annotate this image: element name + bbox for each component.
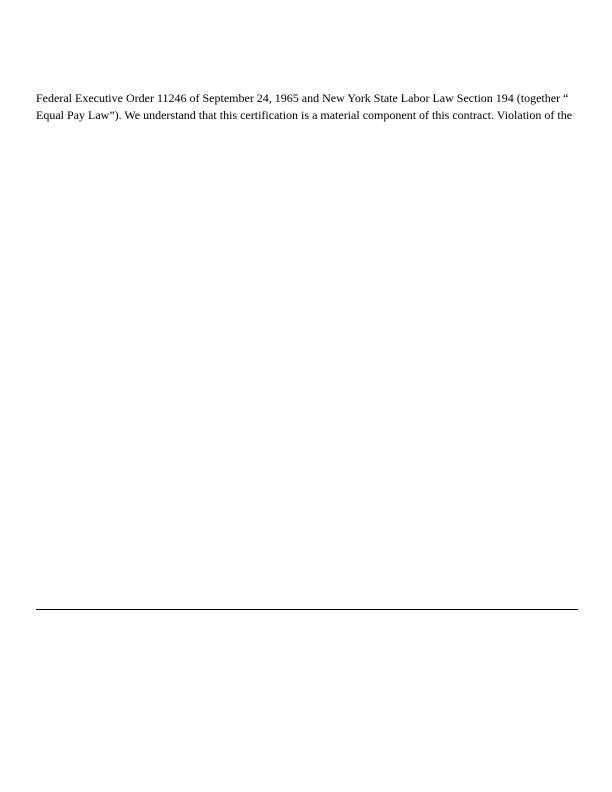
paragraph-line-2: Equal Pay Law”). We understand that this certification is a material component of this contract. Violation of the [36,107,573,122]
horizontal-rule [36,609,578,610]
paragraph-line-1: Federal Executive Order 11246 of September 24, 1965 and New York State Labor Law Section 194 (together “ [36,91,569,105]
body-paragraph [36,90,596,123]
